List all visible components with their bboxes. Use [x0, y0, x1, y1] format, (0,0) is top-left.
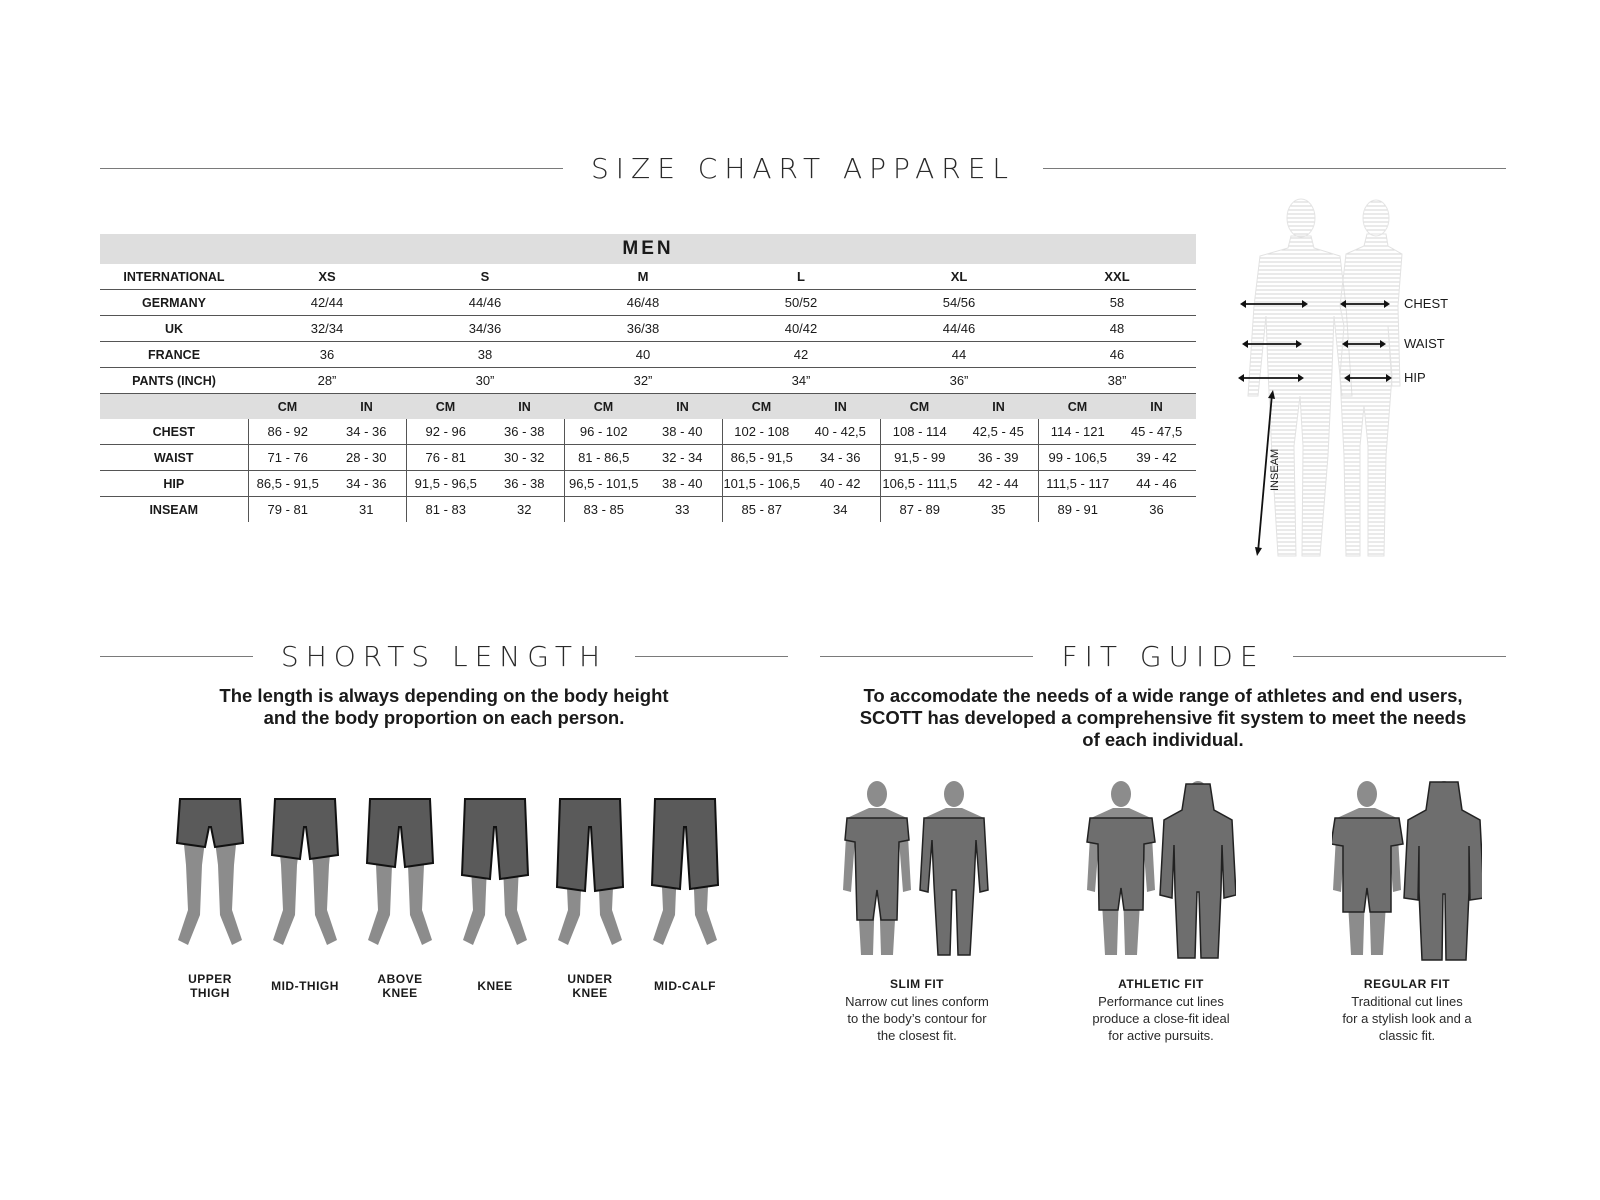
regular-fit-figures — [1332, 780, 1482, 965]
inseam-label: INSEAM — [1269, 448, 1281, 491]
fit-subtitle-line2: SCOTT has developed a comprehensive fit system to meet the needs — [859, 707, 1467, 728]
fit-subtitle-line3: of each individual. — [1082, 729, 1244, 750]
shorts-label-line2: THIGH — [190, 986, 230, 1000]
header-rule — [635, 656, 788, 657]
size-cell: L — [722, 264, 880, 290]
row-label: FRANCE — [100, 342, 248, 368]
measurement-cell: 38 - 40 — [643, 471, 722, 497]
body-measurement-figure — [1236, 196, 1490, 566]
measurement-cell: 89 - 91 — [1038, 497, 1117, 523]
measurement-label: HIP — [100, 471, 248, 497]
measurement-cell: 33 — [675, 502, 690, 517]
shorts-label-line1: ABOVE — [377, 972, 423, 986]
measurement-cell: 39 - 42 — [1117, 445, 1196, 471]
fit-desc-line1: Narrow cut lines conform — [845, 994, 989, 1009]
measurement-cell: 71 - 76 — [248, 445, 327, 471]
measurement-cell: 91,5 - 99 — [880, 445, 959, 471]
measurement-cell: 32 — [517, 502, 532, 517]
measurement-cell: 36 — [1149, 502, 1164, 517]
header-rule — [100, 656, 253, 657]
shorts-label-line1: UPPER — [188, 972, 232, 986]
fit-guide-title: FIT GUIDE — [1061, 639, 1265, 673]
size-cell: 44/46 — [880, 316, 1038, 342]
size-cell: M — [564, 264, 722, 290]
fit-subtitle-line1: To accomodate the needs of a wide range of athletes and end users, — [863, 685, 1463, 706]
measurement-cell: 34 - 36 — [327, 471, 406, 497]
regular-fit-caption — [1312, 976, 1502, 1044]
shorts-garment — [462, 799, 528, 879]
measurement-cell: 76 - 81 — [406, 445, 485, 471]
size-cell: 46 — [1038, 342, 1196, 368]
size-cell: 36 — [248, 342, 406, 368]
unit-label: CM — [406, 394, 485, 420]
shorts-length-subtitle — [100, 685, 788, 729]
measurement-cell: 83 - 85 — [564, 497, 643, 523]
size-row — [100, 264, 1196, 290]
measurement-cell: 81 - 83 — [406, 497, 485, 523]
size-table — [100, 234, 1196, 522]
waist-label: WAIST — [1404, 336, 1445, 351]
measurement-cell: 28 - 30 — [327, 445, 406, 471]
athlete-figure — [1160, 781, 1236, 958]
size-cell: 42 — [722, 342, 880, 368]
shorts-label — [645, 979, 725, 993]
shorts-subtitle-line2: and the body proportion on each person. — [263, 707, 625, 728]
size-cell: 40 — [564, 342, 722, 368]
measurement-label: INSEAM — [149, 502, 199, 517]
unit-label: CM — [248, 394, 327, 420]
shorts-figure — [367, 799, 433, 945]
size-cell: 38 — [406, 342, 564, 368]
measurement-cell: 30 - 32 — [485, 445, 564, 471]
row-label: GERMANY — [100, 290, 248, 316]
measurement-cell: 34 - 36 — [327, 419, 406, 445]
shorts-label — [455, 979, 535, 993]
shorts-garment — [177, 799, 243, 847]
measurement-cell: 34 — [833, 502, 848, 517]
measurement-label: WAIST — [100, 445, 248, 471]
unit-label: IN — [485, 394, 564, 420]
size-chart-title: SIZE CHART APPAREL — [590, 151, 1016, 185]
measurement-cell: 85 - 87 — [722, 497, 801, 523]
unit-label: CM — [880, 394, 959, 420]
shorts-label-line1: MID-THIGH — [271, 979, 339, 993]
measurement-cell: 36 - 38 — [485, 419, 564, 445]
fit-desc-line1: Traditional cut lines — [1351, 994, 1463, 1009]
row-label: INTERNATIONAL — [100, 264, 248, 290]
measurement-cell: 91,5 - 96,5 — [406, 471, 485, 497]
men-band — [100, 234, 1196, 264]
fit-desc-line3: classic fit. — [1378, 1028, 1436, 1043]
size-cell: 34/36 — [406, 316, 564, 342]
measurement-cell: 111,5 - 117 — [1038, 471, 1117, 497]
measurement-cell: 35 — [991, 502, 1006, 517]
shorts-figure — [177, 799, 243, 945]
shorts-length-header — [100, 638, 788, 674]
shorts-label — [170, 972, 250, 1000]
shorts-figure — [557, 799, 623, 945]
hip-label: HIP — [1404, 370, 1426, 385]
athlete-figure — [1332, 781, 1403, 955]
size-cell: 58 — [1038, 290, 1196, 316]
shorts-label-line2: KNEE — [382, 986, 418, 1000]
size-cell: 36” — [880, 368, 1038, 394]
measurement-cell: 79 - 81 — [248, 497, 327, 523]
size-cell: XS — [248, 264, 406, 290]
measurement-cell: 44 - 46 — [1117, 471, 1196, 497]
size-cell: 30” — [406, 368, 564, 394]
size-cell: 28” — [248, 368, 406, 394]
size-cell: XXL — [1038, 264, 1196, 290]
header-rule — [1043, 168, 1506, 169]
shorts-garment — [652, 799, 718, 889]
shorts-label-line1: MID-CALF — [654, 979, 716, 993]
measurement-cell: 34 - 36 — [801, 445, 880, 471]
athletic-fit-caption — [1066, 976, 1256, 1044]
size-cell: 32” — [564, 368, 722, 394]
shorts-label-line1: UNDER — [567, 972, 613, 986]
unit-label: IN — [1117, 394, 1196, 420]
measurement-cell: 108 - 114 — [880, 419, 959, 445]
slim-fit-caption — [822, 976, 1012, 1044]
shorts-figure — [462, 799, 528, 945]
size-cell: 54/56 — [880, 290, 1038, 316]
measurement-cell: 86,5 - 91,5 — [722, 445, 801, 471]
size-cell: 36/38 — [564, 316, 722, 342]
shorts-length-title: SHORTS LENGTH — [280, 639, 608, 673]
shorts-figure — [652, 799, 718, 945]
shorts-garment — [557, 799, 623, 891]
shorts-label-line1: KNEE — [477, 979, 513, 993]
shorts-illustrations — [170, 795, 730, 1005]
size-cell: 32/34 — [248, 316, 406, 342]
unit-label: IN — [327, 394, 406, 420]
measurement-cell: 114 - 121 — [1038, 419, 1117, 445]
fit-desc-line3: for active pursuits. — [1108, 1028, 1214, 1043]
size-row — [100, 290, 1196, 316]
size-cell: 38” — [1038, 368, 1196, 394]
chest-label: CHEST — [1404, 296, 1449, 311]
unit-label: IN — [801, 394, 880, 420]
measurement-cell: 106,5 - 111,5 — [880, 471, 959, 497]
shorts-label — [360, 972, 440, 1000]
shorts-garment — [367, 799, 433, 867]
size-cell: 40/42 — [722, 316, 880, 342]
row-label: PANTS (INCH) — [100, 368, 248, 394]
measurement-cell: 40 - 42,5 — [801, 419, 880, 445]
measurement-cell: 102 - 108 — [722, 419, 801, 445]
athlete-figure — [1404, 781, 1482, 960]
header-rule — [100, 168, 563, 169]
size-row — [100, 368, 1196, 394]
unit-label: CM — [564, 394, 643, 420]
athlete-figure — [1087, 781, 1155, 955]
measurement-cell: 42 - 44 — [959, 471, 1038, 497]
fit-desc-line2: to the body’s contour for — [847, 1011, 987, 1026]
size-cell: 46/48 — [564, 290, 722, 316]
measurement-cell: 92 - 96 — [406, 419, 485, 445]
fit-guide-header — [820, 638, 1506, 674]
fit-name: SLIM FIT — [890, 977, 944, 991]
fit-guide-subtitle — [820, 685, 1506, 751]
measurement-cell: 81 - 86,5 — [564, 445, 643, 471]
size-row — [100, 316, 1196, 342]
size-cell: S — [406, 264, 564, 290]
measurement-cell: 40 - 42 — [801, 471, 880, 497]
measurement-cell: 101,5 - 106,5 — [722, 471, 801, 497]
measurement-cell: 87 - 89 — [880, 497, 959, 523]
header-rule — [820, 656, 1033, 657]
measurement-cell: 32 - 34 — [643, 445, 722, 471]
measurement-cell: 36 - 39 — [959, 445, 1038, 471]
measurement-cell: 86,5 - 91,5 — [248, 471, 327, 497]
shorts-garment — [272, 799, 338, 859]
unit-label: IN — [959, 394, 1038, 420]
body-silhouettes — [1236, 196, 1490, 566]
unit-row — [100, 394, 1196, 420]
men-label: MEN — [100, 234, 1196, 264]
measurement-cell: 38 - 40 — [643, 419, 722, 445]
measurement-cell: 96,5 - 101,5 — [564, 471, 643, 497]
athletic-fit-figures — [1086, 780, 1236, 965]
unit-label: IN — [643, 394, 722, 420]
fit-desc-line2: for a stylish look and a — [1342, 1011, 1472, 1026]
size-cell: 50/52 — [722, 290, 880, 316]
size-cell: 44 — [880, 342, 1038, 368]
measurement-cell: 96 - 102 — [564, 419, 643, 445]
measurement-cell: 99 - 106,5 — [1038, 445, 1117, 471]
measurement-cell: 31 — [359, 502, 374, 517]
shorts-label-line2: KNEE — [572, 986, 608, 1000]
measurement-row — [100, 471, 1196, 497]
header-rule — [1293, 656, 1506, 657]
fit-desc-line3: the closest fit. — [877, 1028, 957, 1043]
row-label: UK — [100, 316, 248, 342]
shorts-subtitle-line1: The length is always depending on the body height — [219, 685, 669, 706]
unit-label: CM — [722, 394, 801, 420]
athlete-figure — [843, 781, 911, 955]
fit-desc-line2: produce a close-fit ideal — [1092, 1011, 1230, 1026]
size-cell: XL — [880, 264, 1038, 290]
athlete-figure — [920, 781, 988, 955]
unit-row-blank — [100, 394, 248, 420]
size-cell: 44/46 — [406, 290, 564, 316]
measurement-cell: 36 - 38 — [485, 471, 564, 497]
shorts-label — [265, 979, 345, 993]
size-cell: 34” — [722, 368, 880, 394]
measurement-cell: 45 - 47,5 — [1117, 419, 1196, 445]
measurement-cell: 86 - 92 — [248, 419, 327, 445]
measurement-label: CHEST — [100, 419, 248, 445]
measurement-row — [100, 445, 1196, 471]
size-chart-header — [100, 150, 1506, 186]
unit-label: CM — [1038, 394, 1117, 420]
fit-name: REGULAR FIT — [1363, 977, 1451, 991]
measurement-row — [100, 497, 1196, 523]
shorts-label — [550, 972, 630, 1000]
slim-fit-figures — [842, 780, 992, 965]
size-row — [100, 342, 1196, 368]
shorts-figure — [272, 799, 338, 945]
fit-name: ATHLETIC FIT — [1118, 977, 1204, 991]
fit-desc-line1: Performance cut lines — [1098, 994, 1224, 1009]
measurement-cell: 42,5 - 45 — [959, 419, 1038, 445]
size-cell: 48 — [1038, 316, 1196, 342]
measurement-row — [100, 419, 1196, 445]
size-cell: 42/44 — [248, 290, 406, 316]
